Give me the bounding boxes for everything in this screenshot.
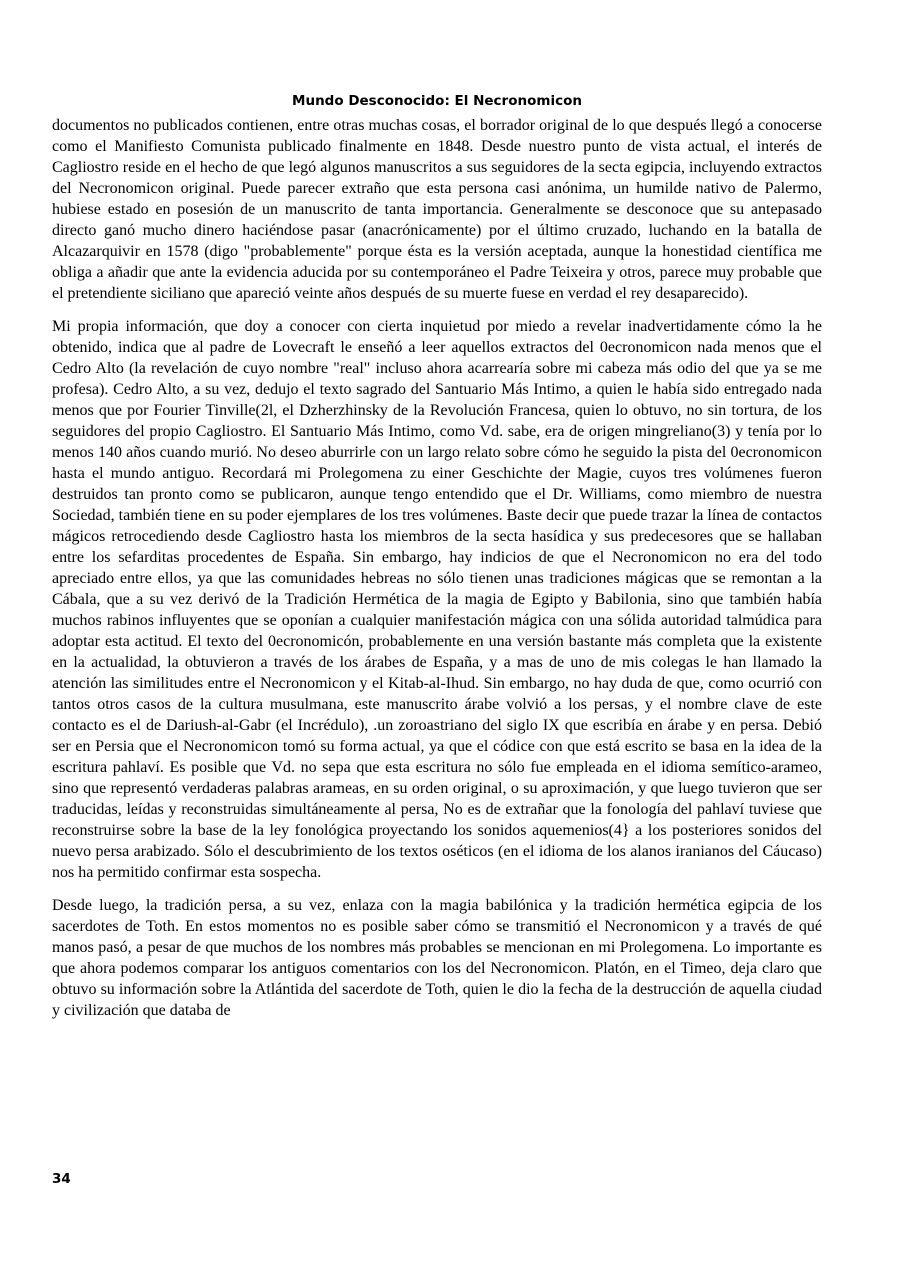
paragraph-2: Mi propia información, que doy a conocer con cierta inquietud por miedo a revelar inadvertidamente cómo la he obtenido, indica que al padre de Lovecraft le enseñó a leer aquellos extractos del 0ecronomicon nada menos que el Cedro Alto (la revelación de cuyo nombre "real" incluso ahora acarrearía sobre mi cabeza más odio del que ya se me profesa). Cedro Alto, a su vez, dedujo el texto sagrado del Santuario Más Intimo, a quien le había sido entregado nada menos que por Fourier Tinville(2l, el Dzherzhinsky de la Revolución Francesa, quien lo obtuvo, no sin tortura, de los seguidores del propio Cagliostro. El Santuario Más Intimo, como Vd. sabe, era de origen mingreliano(3) y tenía por lo menos 140 años cuando murió. No deseo aburrirle con un largo relato sobre cómo he seguido la pista del 0ecronomicon hasta el mundo antiguo. Recordará mi Prolegomena zu einer Geschichte der Magie, cuyos tres volúmenes fueron destruidos tan pronto como se publicaron, aunque tengo entendido que el Dr. Williams, como miembro de nuestra Sociedad, también tiene en su poder ejemplares de los tres volúmenes. Baste decir que puede trazar la línea de contactos mágicos retrocediendo desde Cagliostro hasta los miembros de la secta hasídica y sus predecesores que se hallaban entre los sefarditas procedentes de España. Sin embargo, hay indicios de que el Necronomicon no era del todo apreciado entre ellos, ya que las comunidades hebreas no sólo tienen unas tradiciones mágicas que se remontan a la Cábala, que a su vez derivó de la Tradición Hermética de la magia de Egipto y Babilonia, sino que también había muchos rabinos influyentes que se oponían a cualquier manifestación mágica con una sólida autoridad talmúdica para adoptar esta actitud. El texto del 0ecronomicón, probablemente en una versión bastante más completa que la existente en la actualidad, la obtuvieron a través de los árabes de España, y a mas de uno de mis colegas le han llamado la atención las similitudes entre el Necronomicon y el Kitab-al-Ihud. Sin embargo, no hay duda de que, como ocurrió con tantos otros casos de la cultura musulmana, este manuscrito árabe volvió a los persas, y el nombre clave de este contacto es el de Dariush-al-Gabr (el Incrédulo), .un zoroastriano del siglo IX que escribía en árabe y en persa. Debió ser en Persia que el Necronomicon tomó su forma actual, ya que el códice con que está escrito se basa en la idea de la escritura pahlaví. Es posible que Vd. no sepa que esta escritura no sólo fue empleada en el idioma semítico-arameo, sino que representó verdaderas palabras arameas, en su orden original, o su aproximación, y que luego tuvieron que ser traducidas, leídas y reconstruidas simultáneamente al persa, No es de extrañar que la fonología del pahlaví tuviese que reconstruirse sobre la base de la ley fonológica proyectando los sonidos aquemenios(4} a los posteriores sonidos del nuevo persa arabizado. Sólo el descubrimiento de los textos oséticos (en el idioma de los alanos iranianos del Cáucaso) nos ha permitido confirmar esta sospecha.: [52, 318, 822, 881]
body-text: [52, 115, 822, 1033]
paragraph-3: Desde luego, la tradición persa, a su vez, enlaza con la magia babilónica y la tradición hermética egipcia de los sacerdotes de Toth. En estos momentos no es posible saber cómo se transmitió el Necronomicon y a través de qué manos pasó, a pesar de que muchos de los nombres más probables se mencionan en mi Prolegomena. Lo importante es que ahora podemos comparar los antiguos comentarios con los del Necronomicon. Platón, en el Timeo, deja claro que obtuvo su información sobre la Atlántida del sacerdote de Toth, quien le dio la fecha de la destrucción de aquella ciudad y civilización que databa de: [52, 897, 822, 1019]
running-header: Mundo Desconocido: El Necronomicon: [292, 93, 582, 109]
paragraph-1: documentos no publicados contienen, entre otras muchas cosas, el borrador original de lo que después llegó a conocerse como el Manifiesto Comunista publicado finalmente en 1848. Desde nuestro punto de vista actual, el interés de Cagliostro reside en el hecho de que legó algunos manuscritos a sus seguidores de la secta egipcia, incluyendo extractos del Necronomicon original. Puede parecer extraño que esta persona casi anónima, un humilde nativo de Palermo, hubiese estado en posesión de un manuscrito de tanta importancia. Generalmente se desconoce que su antepasado directo ganó mucho dinero haciéndose pasar (anacrónicamente) por el último cruzado, luchando en la batalla de Alcazarquivir en 1578 (digo "probablemente" porque ésta es la versión aceptada, aunque la honestidad científica me obliga a añadir que ante la evidencia aducida por su contemporáneo el Padre Teixeira y otros, parece muy probable que el pretendiente siciliano que apareció veinte años después de su muerte fuese en verdad el rey desaparecido).: [52, 117, 822, 302]
page-number: 34: [52, 1171, 71, 1187]
